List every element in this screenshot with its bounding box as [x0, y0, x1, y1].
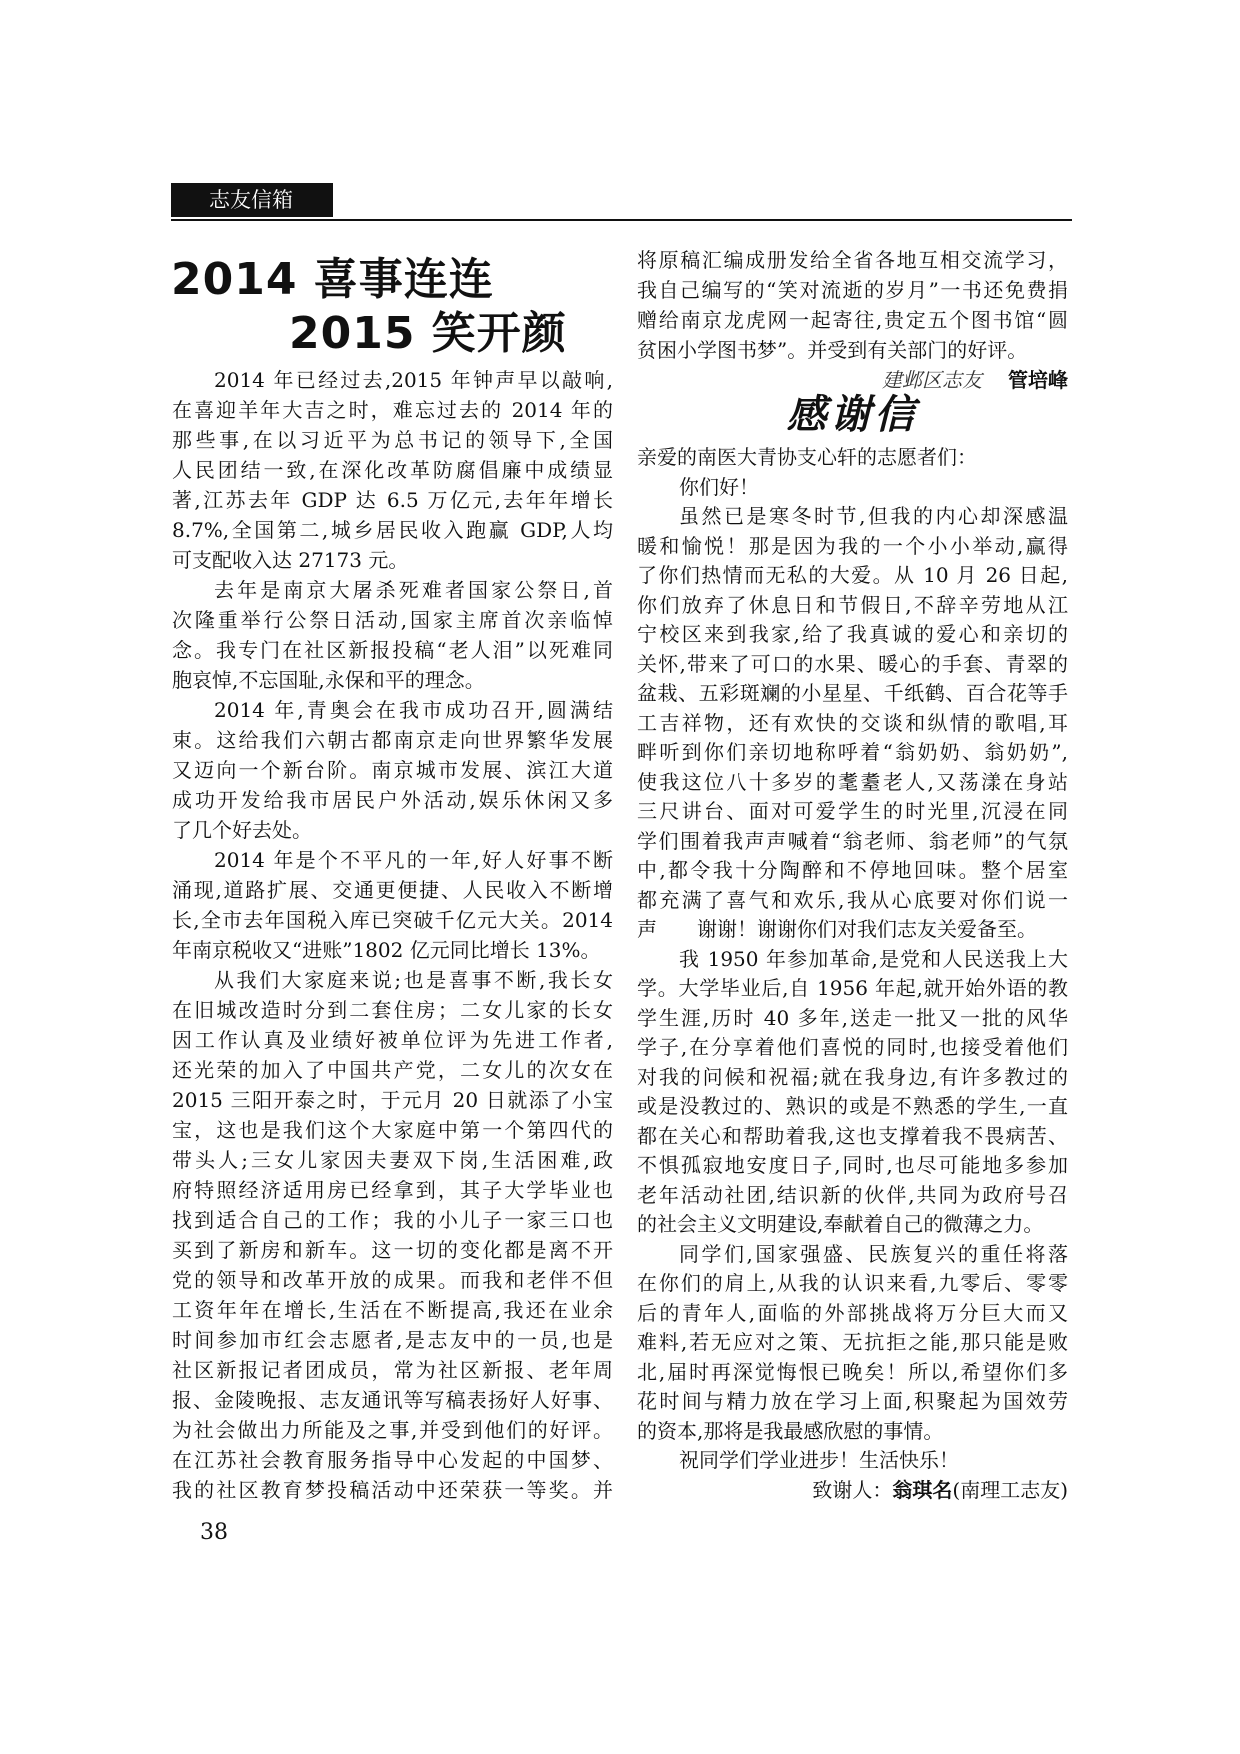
- text-line: 我 1950 年参加革命,是党和人民送我上大: [679, 946, 1068, 971]
- paragraph: [637, 473, 1068, 503]
- paragraph: [637, 1446, 1068, 1476]
- letter-body: [637, 443, 1068, 1505]
- text-line: 或是没教过的、熟识的或是不熟悉的学生,一直: [637, 1094, 1068, 1118]
- text-line: 盆栽、五彩斑斓的小星星、千纸鹤、百合花等手: [637, 681, 1068, 705]
- paragraph: [172, 575, 613, 695]
- text-line: 2014 年,青奥会在我市成功召开,圆满结: [214, 698, 613, 722]
- text-line: 我的社区教育梦投稿活动中还荣获一等奖。并: [172, 1478, 613, 1502]
- text-line: 都充满了喜气和欢乐,我从心底要对你们说一: [637, 887, 1068, 912]
- text-line: 府特照经济适用房已经拿到，其子大学毕业也: [172, 1178, 613, 1202]
- text-line: 的资本,那将是我最感欣慰的事情。: [637, 1418, 944, 1443]
- letter-closing: [637, 1476, 1068, 1506]
- text-line: 人民团结一致,在深化改革防腐倡廉中成绩显: [172, 458, 613, 482]
- text-line: 后的青年人,面临的外部挑战将万分巨大而又: [637, 1300, 1068, 1325]
- text-line: 成功开发给我市居民户外活动,娱乐休闲又多: [172, 788, 613, 812]
- text-line: 带头人;三女儿家因夫妻双下岗,生活困难,政: [172, 1148, 613, 1172]
- text-line: 中,都令我十分陶醉和不停地回味。整个居室: [637, 858, 1068, 882]
- text-line: 为社会做出力所能及之事,并受到他们的好评。: [172, 1418, 613, 1442]
- paragraph: [637, 1240, 1068, 1447]
- text-line: 在喜迎羊年大吉之时，难忘过去的 2014 年的: [172, 398, 613, 422]
- text-line: 买到了新房和新车。这一切的变化都是离不开: [172, 1238, 613, 1262]
- text-line: 工吉祥物，还有欢快的交谈和纵情的歌唱,耳: [637, 710, 1068, 735]
- closing-name: 翁琪名: [892, 1477, 953, 1502]
- text-line: 涌现,道路扩展、交通更便捷、人民收入不断增: [172, 878, 613, 902]
- text-line: 祝同学们学业进步！生活快乐！: [679, 1448, 959, 1472]
- text-line: 同学们,国家强盛、民族复兴的重任将落: [679, 1241, 1068, 1266]
- text-line: 暖和愉悦！那是因为我的一个小小举动,赢得: [637, 533, 1068, 558]
- text-line: 贫困小学图书梦”。并受到有关部门的好评。: [637, 338, 1028, 362]
- text-line: 可支配收入达 27173 元。: [172, 548, 409, 572]
- text-line: 关怀,带来了可口的水果、暖心的手套、青翠的: [637, 651, 1068, 676]
- text-line: 次隆重举行公祭日活动,国家主席首次亲临悼: [172, 608, 613, 632]
- text-line: 学子,在分享着他们喜悦的同时,也接受着他们: [637, 1035, 1068, 1059]
- article-title-line1: 2014 喜事连连: [171, 254, 494, 305]
- text-line: 老年活动社团,结识新的伙伴,共同为政府号召: [637, 1182, 1068, 1207]
- article1-continuation: [637, 245, 1068, 365]
- text-line: 因工作认真及业绩好被单位评为先进工作者,: [172, 1028, 613, 1052]
- text-line: 在旧城改造时分到二套住房；二女儿家的长女: [172, 998, 613, 1022]
- text-line: 赠给南京龙虎网一起寄往,贵定五个图书馆“圆: [637, 308, 1068, 332]
- text-line: 又迈向一个新台阶。南京城市发展、滨江大道: [172, 758, 613, 782]
- text-line: 那些事,在以习近平为总书记的领导下,全国: [172, 428, 613, 452]
- text-line: 花时间与精力放在学习上面,积聚起为国效劳: [637, 1389, 1068, 1413]
- text-line: 了你们热情而无私的大爱。从 10 月 26 日起,: [637, 563, 1068, 587]
- text-line: 报、金陵晚报、志友通讯等写稿表扬好人好事、: [172, 1388, 613, 1412]
- text-line: 从我们大家庭来说;也是喜事不断,我长女: [214, 968, 613, 992]
- text-line: 你们放弃了休息日和节假日,不辞辛劳地从江: [637, 592, 1068, 617]
- text-line: 2015 三阳开泰之时，于元月 20 日就添了小宝: [172, 1088, 613, 1112]
- text-line: 在江苏社会教育服务指导中心发起的中国梦、: [172, 1448, 613, 1472]
- text-line: 宝，这也是我们这个大家庭中第一个第四代的: [172, 1118, 613, 1142]
- text-line: 8.7%,全国第二,城乡居民收入跑赢 GDP,人均: [172, 518, 613, 542]
- signature-name: 管培峰: [1008, 368, 1068, 392]
- letter-title: 感谢信: [786, 391, 919, 438]
- text-line: 时间参加市红会志愿者,是志友中的一员,也是: [172, 1328, 613, 1352]
- text-line: 宁校区来到我家,给了我真诚的爱心和亲切的: [637, 622, 1068, 646]
- text-line: 将原稿汇编成册发给全省各地互相交流学习，: [637, 248, 1068, 272]
- text-line: 党的领导和改革开放的成果。而我和老伴不但: [172, 1268, 613, 1292]
- article-title-line2: 2015 笑开颜: [289, 308, 567, 359]
- text-line: 胞哀悼,不忘国耻,永保和平的理念。: [172, 668, 485, 692]
- paragraph: [172, 365, 613, 575]
- text-line: 学们围着我声声喊着“翁老师、翁老师”的气氛: [637, 828, 1068, 853]
- text-line: 三尺讲台、面对可爱学生的时光里,沉浸在同: [637, 799, 1068, 823]
- page-number: 38: [200, 1520, 228, 1545]
- text-line: 我自己编写的“笑对流逝的岁月”一书还免费捐: [637, 278, 1068, 302]
- text-line: 还光荣的加入了中国共产党，二女儿的次女在: [172, 1058, 613, 1082]
- article1-left-column: [172, 365, 613, 1505]
- closing-label: 致谢人：: [812, 1477, 893, 1502]
- text-line: 2014 年已经过去,2015 年钟声早以敲响,: [214, 368, 613, 392]
- paragraph: [637, 945, 1068, 1240]
- text-line: 在你们的肩上,从我的认识来看,九零后、零零: [637, 1271, 1068, 1295]
- text-line: 虽然已是寒冬时节,但我的内心却深感温: [679, 504, 1068, 528]
- paragraph: [172, 695, 613, 845]
- text-line: 不惧孤寂地安度日子,同时,也尽可能地多参加: [637, 1153, 1068, 1177]
- paragraph: [637, 502, 1068, 945]
- text-line: 念。我专门在社区新报投稿“老人泪”以死难同: [172, 638, 613, 662]
- text-line: 束。这给我们六朝古都南京走向世界繁华发展: [172, 728, 613, 752]
- paragraph: [637, 245, 1068, 365]
- signature-place: 建邺区志友: [882, 368, 982, 392]
- text-line: 畔听到你们亲切地称呼着“翁奶奶、翁奶奶”,: [637, 740, 1068, 764]
- letter-paragraphs: [637, 443, 1068, 1476]
- text-line: 北,届时再深觉悔恨已晚矣！所以,希望你们多: [637, 1359, 1068, 1384]
- text-line: 找到适合自己的工作；我的小儿子一家三口也: [172, 1208, 613, 1232]
- text-line: 对我的问候和祝福;就在我身边,有许多教过的: [637, 1064, 1068, 1089]
- closing-affiliation: (南理工志友): [952, 1477, 1068, 1502]
- text-line: 声 谢谢！谢谢你们对我们志友关爱备至。: [637, 917, 1037, 941]
- text-line: 工资年年在增长,生活在不断提高,我还在业余: [172, 1298, 613, 1322]
- text-line: 2014 年是个不平凡的一年,好人好事不断: [214, 848, 613, 872]
- text-line: 亲爱的南医大青协支心轩的志愿者们：: [637, 445, 977, 469]
- text-line: 去年是南京大屠杀死难者国家公祭日,首: [214, 578, 613, 602]
- text-line: 了几个好去处。: [172, 818, 312, 842]
- header-divider: [171, 219, 1072, 221]
- paragraph: [637, 443, 1068, 473]
- text-line: 著,江苏去年 GDP 达 6.5 万亿元,去年年增长: [172, 488, 613, 512]
- section-tab: 志友信箱: [171, 183, 333, 217]
- text-line: 的社会主义文明建设,奉献着自己的微薄之力。: [637, 1212, 1044, 1236]
- paragraph: [172, 845, 613, 965]
- text-line: 你们好！: [679, 474, 759, 499]
- text-line: 学。大学毕业后,自 1956 年起,就开始外语的教: [637, 976, 1068, 1000]
- text-line: 难料,若无应对之策、无抗拒之能,那只能是败: [637, 1330, 1068, 1354]
- text-line: 学生涯,历时 40 多年,送走一批又一批的风华: [637, 1005, 1068, 1030]
- text-line: 长,全市去年国税入库已突破千亿元大关。2014: [172, 908, 613, 932]
- text-line: 都在关心和帮助着我,这也支撑着我不畏病苦、: [637, 1123, 1068, 1148]
- text-line: 社区新报记者团成员，常为社区新报、老年周: [172, 1358, 613, 1382]
- text-line: 使我这位八十多岁的耄耋老人,又荡漾在身站: [637, 769, 1068, 794]
- text-line: 年南京税收又“进账”1802 亿元同比增长 13%。: [172, 938, 601, 962]
- paragraph: [172, 965, 613, 1505]
